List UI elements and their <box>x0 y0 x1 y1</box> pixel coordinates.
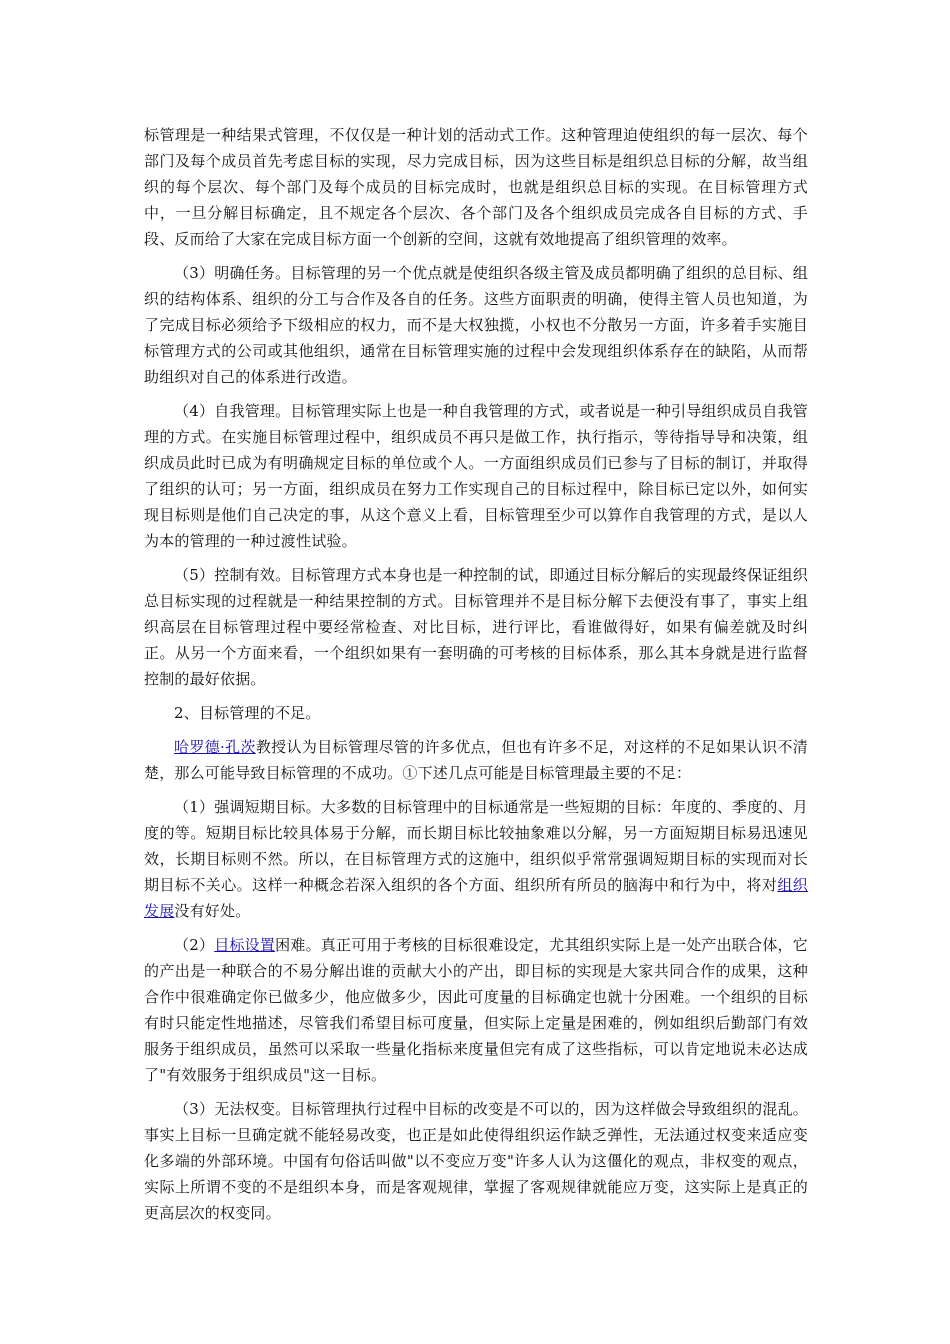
link-goal-setting[interactable]: 目标设置 <box>214 936 276 954</box>
paragraph-koontz-intro <box>144 734 808 786</box>
paragraph-no-contingency: （3）无法权变。目标管理执行过程中目标的改变是不可以的，因为这样做会导致组织的混乱。事实上目标一旦确定就不能轻易改变，也正是如此使得组织运作缺乏弹性，无法通过权变来适应变化多端的外部环境。中国有句俗话叫做"以不变应万变"许多人认为这僵化的观点，非权变的观点，实际上所谓不变的不是组织本身，而是客观规律，掌握了客观规律就能应万变，这实际上是真正的更高层次的权变同。 <box>144 1100 808 1222</box>
paragraph-short-term-text: （1）强调短期目标。大多数的目标管理中的目标通常是一些短期的目标：年度的、季度的、月度的等。短期目标比较具体易于分解，而长期目标比较抽象难以分解，另一方面短期目标易迅速见效，长期目标则不然。所以，在目标管理方式的这施中，组织似乎常常强调短期目标的实现而对长期目标不关心。这样一种概念若深入组织的各个方面、组织所有所员的脑海中和行为中，将对 <box>144 798 808 894</box>
section-heading-shortcomings: 2、目标管理的不足。 <box>174 704 321 722</box>
paragraph-goal-setting-difficulty <box>144 932 808 1088</box>
paragraph-self-management: （4）自我管理。目标管理实际上也是一种自我管理的方式，或者说是一种引导组织成员自我管理的方式。在实施目标管理过程中，组织成员不再只是做工作，执行指示，等待指导导和决策，组织成员此时已成为有明确规定目标的单位或个人。一方面组织成员们已参与了目标的制订，并取得了组织的认可；另一方面，组织成员在努力工作实现自己的目标过程中，除目标已定以外，如何实现目标则是他们自己决定的事，从这个意义上看，目标管理至少可以算作自我管理的方式，是以人为本的管理的一种过渡性试验。 <box>144 402 808 550</box>
link-organization-development[interactable]: 组织发展 <box>144 876 808 920</box>
paragraph-koontz-text: 教授认为目标管理尽管的许多优点，但也有许多不足，对这样的不足如果认识不清楚，那么可能导致目标管理的不成功。①下述几点可能是目标管理最主要的不足： <box>144 738 808 782</box>
paragraph-short-term-goals <box>144 794 808 924</box>
link-harold-koontz[interactable]: 哈罗德·孔茨 <box>174 738 256 756</box>
paragraph-goal-management-results: 标管理是一种结果式管理，不仅仅是一种计划的活动式工作。这种管理迫使组织的每一层次、每个部门及每个成员首先考虑目标的实现，尽力完成目标，因为这些目标是组织总目标的分解，故当组织的每个层次、每个部门及每个成员的目标完成时，也就是组织总目标的实现。在目标管理方式中，一旦分解目标确定，且不规定各个层次、各个部门及各个组织成员完成各自目标的方式、手段、反而给了大家在完成目标方面一个创新的空间，这就有效地提高了组织管理的效率。 <box>144 126 808 248</box>
paragraph-effective-control: （5）控制有效。目标管理方式本身也是一种控制的试，即通过目标分解后的实现最终保证组织总目标实现的过程就是一种结果控制的方式。目标管理并不是目标分解下去便没有事了，事实上组织高层在目标管理过程中要经常检查、对比目标，进行评比，看谁做得好，如果有偏差就及时纠正。从另一个方面来看，一个组织如果有一套明确的可考核的目标体系，那么其本身就是进行监督控制的最好依据。 <box>144 566 808 688</box>
paragraph-goal-setting-text: 困难。真正可用于考核的目标很难设定，尤其组织实际上是一处产出联合体，它的产出是一种联合的不易分解出谁的贡献大小的产出，即目标的实现是大家共同合作的成果，这种合作中很难确定你已做多少，他应做多少，因此可度量的目标确定也就十分困难。一个组织的目标有时只能定性地描述，尽管我们希望目标可度量，但实际上定量是困难的，例如组织后勤部门有效服务于组织成员，虽然可以采取一些量化指标来度量但完有成了这些指标，可以肯定地说未必达成了"有效服务于组织成员"这一目标。 <box>144 936 808 1084</box>
paragraph-short-term-tail: 没有好处。 <box>174 902 251 920</box>
paragraph-goal-setting-prefix: （2） <box>174 936 215 954</box>
paragraph-clear-tasks: （3）明确任务。目标管理的另一个优点就是使组织各级主管及成员都明确了组织的总目标、组织的结构体系、组织的分工与合作及各自的任务。这些方面职责的明确，使得主管人员也知道，为了完成目标必须给予下级相应的权力，而不是大权独揽，小权也不分散另一方面，许多着手实施目标管理方式的公司或其他组织，通常在目标管理实施的过程中会发现组织体系存在的缺陷，从而帮助组织对自己的体系进行改造。 <box>144 264 808 386</box>
document-page <box>144 122 808 1234</box>
